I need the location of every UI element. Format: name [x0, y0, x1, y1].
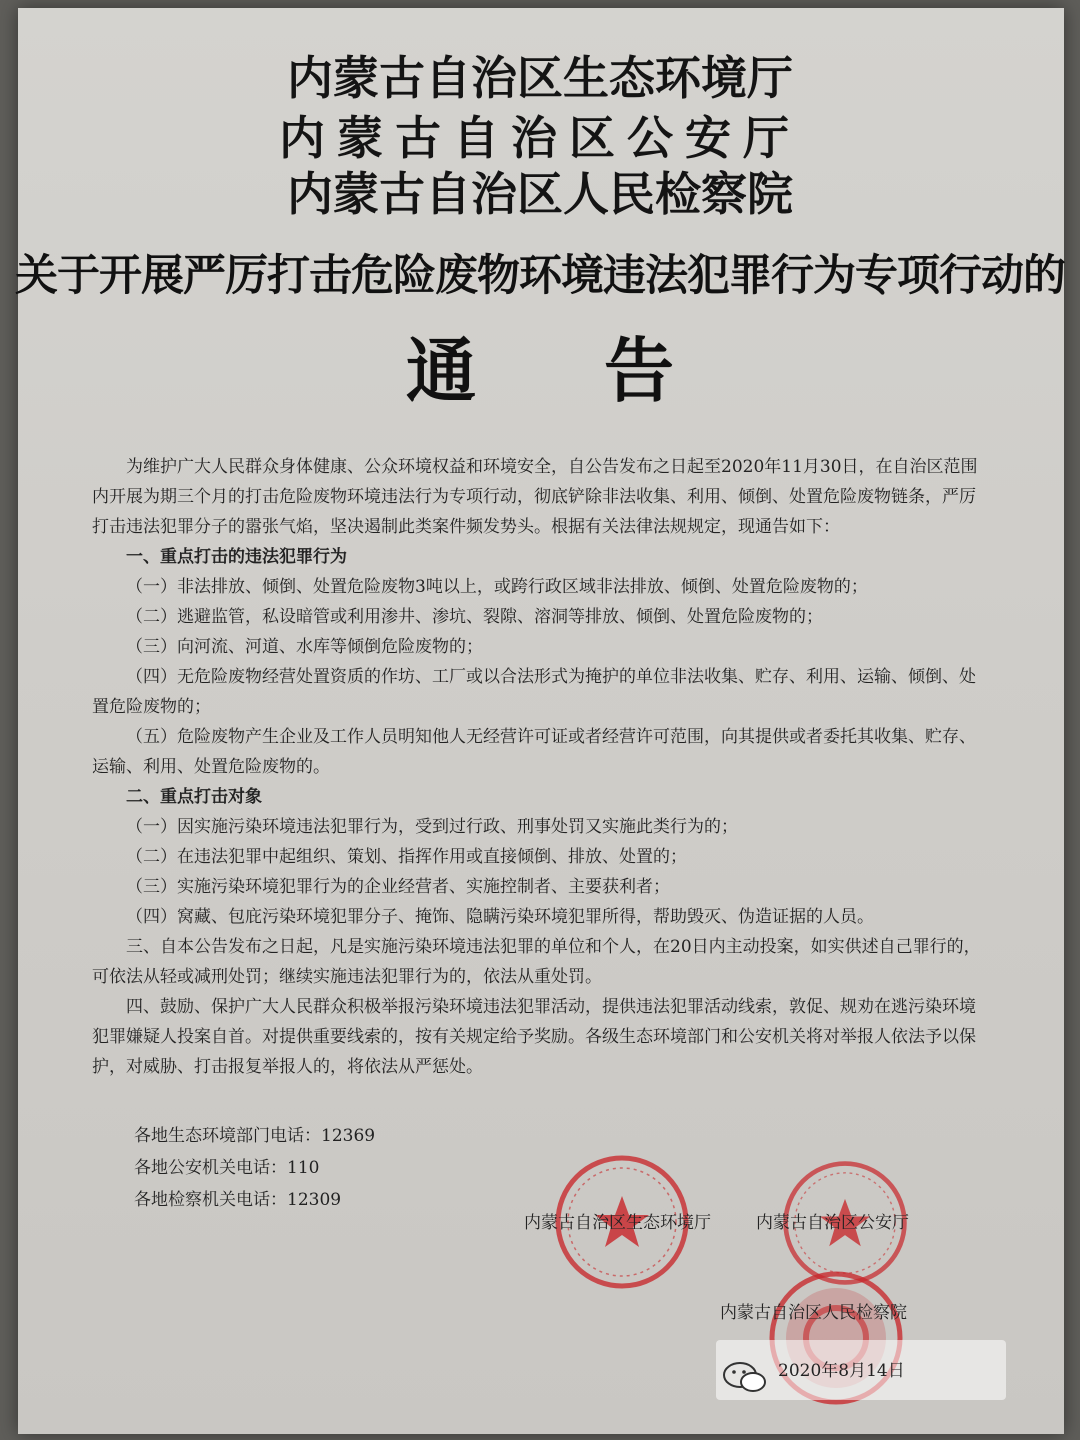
contact-list	[134, 1120, 375, 1216]
contact-police: 各地公安机关电话：110	[134, 1158, 320, 1178]
notice-title	[0, 326, 1080, 416]
authority-police: 内蒙古自治区公安厅	[279, 111, 801, 165]
section-paragraph: 四、鼓励、保护广大人民群众积极举报污染环境违法犯罪活动，提供违法犯罪活动线索，敦促、规劝在逃污染环境犯罪嫌疑人投案自首。对提供重要线索的，按有关规定给予奖励。各级生态环境部门和公安机关将对举报人依法予以保护，对威胁、打击报复举报人的，将依法从严惩处。	[92, 997, 976, 1077]
section-heading: 一、重点打击的违法犯罪行为	[126, 547, 347, 567]
notice-subject: 关于开展严厉打击危险废物环境违法犯罪行为专项行动的	[15, 251, 1065, 301]
section-paragraph: 三、自本公告发布之日起，凡是实施污染环境违法犯罪的单位和个人，在20日内主动投案，如实供述自己罪行的，可依法从轻或减刑处罚；继续实施违法犯罪行为的，依法从重处罚。	[92, 937, 981, 987]
list-item: （四）无危险废物经营处置资质的作坊、工厂或以合法形式为掩护的单位非法收集、贮存、利用、运输、倾倒、处置危险废物的；	[92, 667, 976, 717]
list-item: （一）非法排放、倾倒、处置危险废物3吨以上，或跨行政区域非法排放、倾倒、处置危险废物的；	[126, 577, 868, 597]
notice-title-char-1: 通	[406, 330, 476, 412]
list-item: （二）在违法犯罪中起组织、策划、指挥作用或直接倾倒、排放、处置的；	[126, 847, 687, 867]
notice-title-char-2: 告	[604, 330, 674, 412]
list-item: （一）因实施污染环境违法犯罪行为，受到过行政、刑事处罚又实施此类行为的；	[126, 817, 738, 837]
signature-police: 内蒙古自治区公安厅	[756, 1213, 909, 1233]
intro-paragraph: 为维护广大人民群众身体健康、公众环境权益和环境安全，自公告发布之日起至2020年11月30日，在自治区范围内开展为期三个月的打击危险废物环境违法行为专项行动，彻底铲除非法收集、利用、倾倒、处置危险废物链条，严厉打击违法犯罪分子的嚣张气焰，坚决遏制此类案件频发势头。根据有关法律法规规定，现通告如下：	[92, 457, 978, 537]
list-item: （五）危险废物产生企业及工作人员明知他人无经营许可证或者经营许可范围，向其提供或者委托其收集、贮存、运输、利用、处置危险废物的。	[92, 727, 976, 777]
list-item: （二）逃避监管，私设暗管或利用渗井、渗坑、裂隙、溶洞等排放、倾倒、处置危险废物的；	[126, 607, 823, 627]
signature-procuratorate: 内蒙古自治区人民检察院	[720, 1303, 907, 1323]
section-heading: 二、重点打击对象	[126, 787, 262, 807]
list-item: （三）向河流、河道、水库等倾倒危险废物的；	[126, 637, 483, 657]
signature-environment: 内蒙古自治区生态环境厅	[524, 1213, 711, 1233]
authority-procuratorate: 内蒙古自治区人民检察院	[287, 167, 793, 221]
list-item: （四）窝藏、包庇污染环境犯罪分子、掩饰、隐瞒污染环境犯罪所得，帮助毁灭、伪造证据的人员。	[126, 907, 874, 927]
notice-body	[92, 452, 992, 1082]
list-item: （三）实施污染环境犯罪行为的企业经营者、实施控制者、主要获利者；	[126, 877, 670, 897]
contact-procuratorate: 各地检察机关电话：12309	[134, 1190, 342, 1210]
wechat-icon	[722, 1360, 768, 1396]
signature-date: 2020年8月14日	[778, 1361, 905, 1381]
authority-environment: 内蒙古自治区生态环境厅	[287, 51, 793, 105]
contact-environment: 各地生态环境部门电话：12369	[134, 1126, 376, 1146]
